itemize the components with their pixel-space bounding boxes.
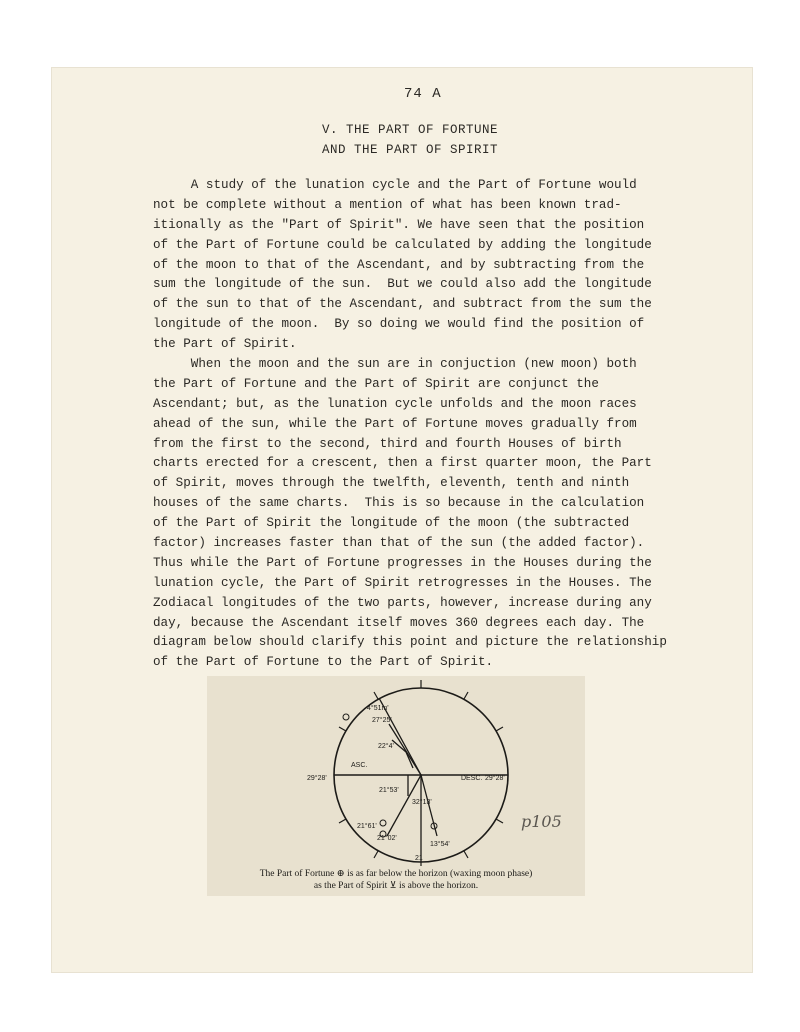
handwritten-page-reference: p105 — [521, 812, 562, 831]
text-line: the Part of Spirit. — [153, 337, 297, 352]
text-line: A study of the lunation cycle and the Part of Fortune would — [153, 178, 637, 192]
horoscope-wheel — [207, 676, 585, 866]
text-line: of the moon to that of the Ascendant, and by subtracting from the — [153, 257, 645, 272]
text-line: charts erected for a crescent, then a first quarter moon, the Part — [153, 456, 652, 471]
text-line: When the moon and the sun are in conjuction (new moon) both — [153, 357, 637, 372]
text-line: Ascendant; but, as the lunation cycle unfolds and the moon races — [153, 396, 637, 411]
body-text — [153, 176, 723, 673]
text-line: of Spirit, moves through the twelfth, eleventh, tenth and ninth — [153, 476, 630, 491]
text-line: of the Part of Fortune could be calculated by adding the longitude — [153, 237, 652, 252]
text-line: of the Part of Fortune to the Part of Spirit. — [153, 655, 494, 670]
chart-clipping — [207, 676, 585, 896]
degree-label: 32°13' — [412, 799, 432, 806]
degree-label: 27°25' — [372, 717, 392, 724]
text-line: longitude of the moon. By so doing we would find the position of — [153, 317, 645, 332]
text-line: Thus while the Part of Fortune progresses in the Houses during the — [153, 555, 652, 570]
chapter-title — [290, 120, 530, 160]
degree-label: 13°54' — [430, 841, 450, 848]
text-line: of the Part of Spirit the longitude of the moon (the subtracted — [153, 516, 630, 531]
figure-caption — [207, 868, 585, 892]
text-line: diagram below should clarify this point and picture the relationship — [153, 635, 667, 650]
text-line: not be complete without a mention of what has been known trad- — [153, 197, 622, 212]
asc-degree: 29°28' — [307, 775, 327, 782]
title-line-1: V. THE PART OF FORTUNE — [321, 123, 499, 137]
text-line: lunation cycle, the Part of Spirit retrogresses in the Houses. The — [153, 575, 652, 590]
text-line: factor) increases faster than that of the sun (the added factor). — [153, 536, 645, 551]
text-line: Zodiacal longitudes of the two parts, however, increase during any — [153, 595, 652, 610]
caption-line-2: as the Part of Spirit ⊻ is above the horizon. — [313, 881, 479, 891]
text-line: houses of the same charts. This is so because in the calculation — [153, 496, 645, 511]
degree-label: 4°51m' — [367, 705, 389, 712]
degree-label: 21°02' — [377, 835, 397, 842]
degree-label: 21 — [415, 855, 423, 862]
degree-label: 22°4' — [378, 743, 394, 750]
page-number: 74 A — [404, 86, 442, 102]
text-line: day, because the Ascendant itself moves 360 degrees each day. The — [153, 615, 645, 630]
text-line: of the sun to that of the Ascendant, and subtract from the sum the — [153, 297, 652, 312]
desc-degree: 29°28' — [485, 775, 505, 782]
degree-label: 21°53' — [379, 787, 399, 794]
caption-line-1: The Part of Fortune ⊕ is as far below the horizon (waxing moon phase) — [259, 869, 533, 879]
text-line: itionally as the "Part of Spirit". We have seen that the position — [153, 217, 645, 232]
desc-label: DESC. — [461, 775, 483, 782]
asc-label: ASC. — [351, 762, 368, 769]
text-line: ahead of the sun, while the Part of Fortune moves gradually from — [153, 416, 637, 431]
text-line: sum the longitude of the sun. But we could also add the longitude — [153, 277, 652, 292]
title-line-2: AND THE PART OF SPIRIT — [321, 143, 499, 157]
text-line: the Part of Fortune and the Part of Spirit are conjunct the — [153, 376, 599, 391]
degree-label: 21°61' — [357, 823, 377, 830]
text-line: from the first to the second, third and fourth Houses of birth — [153, 436, 622, 451]
